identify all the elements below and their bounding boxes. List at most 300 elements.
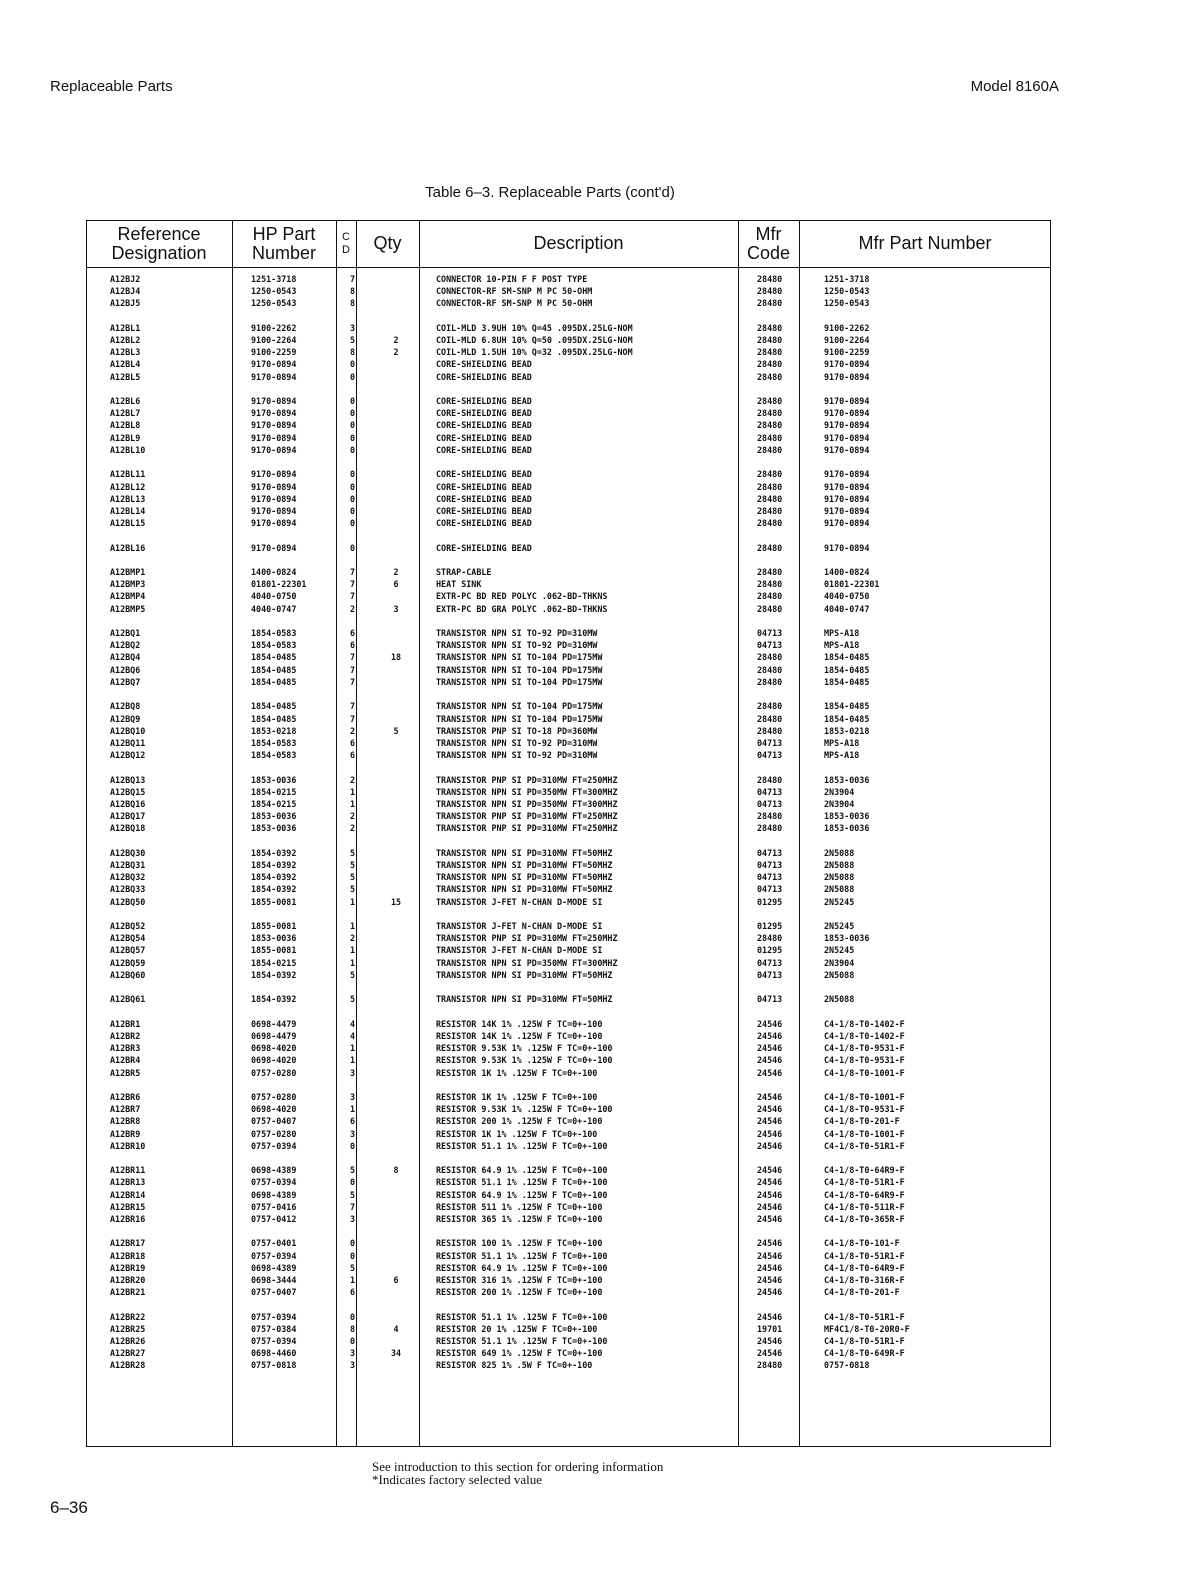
description: COIL-MLD 3.9UH 10% Q=45 .095DX.25LG-NOM bbox=[436, 322, 633, 333]
table-row bbox=[86, 285, 1051, 297]
hp-part-number: 4040-0750 bbox=[251, 591, 297, 602]
hp-part-number: 1854-0485 bbox=[251, 713, 297, 724]
ref-designation: A12BR20 bbox=[110, 1275, 146, 1286]
hp-part-number: 0698-4020 bbox=[251, 1104, 297, 1115]
group-spacer bbox=[86, 1079, 1051, 1091]
table-row bbox=[86, 810, 1051, 822]
cd-digit: 7 bbox=[350, 652, 356, 663]
mfr-part-number: 9170-0894 bbox=[824, 481, 870, 492]
mfr-part-number: 2N5088 bbox=[824, 859, 855, 870]
description: TRANSISTOR NPN SI PD=310MW FT=50MHZ bbox=[436, 847, 613, 858]
mfr-code: 04713 bbox=[757, 628, 783, 639]
cd-digit: 3 bbox=[350, 1213, 356, 1224]
cd-digit: 7 bbox=[350, 591, 356, 602]
mfr-part-number: MPS-A18 bbox=[824, 737, 860, 748]
mfr-code: 24546 bbox=[757, 1104, 783, 1115]
hp-part-number: 1854-0392 bbox=[251, 847, 297, 858]
description: RESISTOR 9.53K 1% .125W F TC=0+-100 bbox=[436, 1104, 613, 1115]
hp-part-number: 9170-0894 bbox=[251, 371, 297, 382]
hp-part-number: 1855-0081 bbox=[251, 896, 297, 907]
ref-designation: A12BL1 bbox=[110, 322, 141, 333]
hp-part-number: 1854-0485 bbox=[251, 701, 297, 712]
hp-part-number: 1855-0081 bbox=[251, 921, 297, 932]
description: CORE-SHIELDING BEAD bbox=[436, 408, 532, 419]
table-row bbox=[86, 1189, 1051, 1201]
page-number: 6–36 bbox=[50, 1498, 88, 1517]
hp-part-number: 0698-4389 bbox=[251, 1165, 297, 1176]
cd-digit: 7 bbox=[350, 701, 356, 712]
mfr-part-number: 9100-2259 bbox=[824, 347, 870, 358]
mfr-part-number: C4-1/8-T0-1402-F bbox=[824, 1030, 905, 1041]
hp-part-number: 0757-0280 bbox=[251, 1067, 297, 1078]
mfr-code: 28480 bbox=[757, 591, 783, 602]
description: RESISTOR 51.1 1% .125W F TC=0+-100 bbox=[436, 1336, 608, 1347]
hp-part-number: 1854-0392 bbox=[251, 884, 297, 895]
ref-designation: A12BQ57 bbox=[110, 945, 146, 956]
hp-part-number: 1855-0081 bbox=[251, 945, 297, 956]
ref-designation: A12BL6 bbox=[110, 396, 141, 407]
table-row bbox=[86, 358, 1051, 370]
cd-digit: 2 bbox=[350, 774, 356, 785]
table-row bbox=[86, 322, 1051, 334]
table-row bbox=[86, 432, 1051, 444]
mfr-part-number: 2N3904 bbox=[824, 798, 855, 809]
description: RESISTOR 51.1 1% .125W F TC=0+-100 bbox=[436, 1177, 608, 1188]
description: RESISTOR 100 1% .125W F TC=0+-100 bbox=[436, 1238, 603, 1249]
ref-designation: A12BQ33 bbox=[110, 884, 146, 895]
mfr-part-number: 9170-0894 bbox=[824, 408, 870, 419]
description: HEAT SINK bbox=[436, 579, 482, 590]
description: TRANSISTOR NPN SI TO-92 PD=310MW bbox=[436, 640, 598, 651]
cd-digit: 5 bbox=[350, 872, 356, 883]
table-row bbox=[86, 822, 1051, 834]
description: TRANSISTOR NPN SI PD=310MW FT=50MHZ bbox=[436, 994, 613, 1005]
mfr-code: 28480 bbox=[757, 713, 783, 724]
hp-part-number: 0698-4479 bbox=[251, 1030, 297, 1041]
mfr-part-number: C4-1/8-T0-51R1-F bbox=[824, 1250, 905, 1261]
mfr-part-number: 1853-0036 bbox=[824, 774, 870, 785]
mfr-code: 28480 bbox=[757, 664, 783, 675]
footnote-ordering: See introduction to this section for ordering information bbox=[372, 1459, 664, 1474]
mfr-code: 04713 bbox=[757, 847, 783, 858]
cd-digit: 0 bbox=[350, 371, 356, 382]
hp-part-number: 0698-4020 bbox=[251, 1055, 297, 1066]
cd-digit: 2 bbox=[350, 823, 356, 834]
mfr-code: 04713 bbox=[757, 798, 783, 809]
hp-part-number: 0757-0412 bbox=[251, 1213, 297, 1224]
mfr-part-number: 9100-2264 bbox=[824, 335, 870, 346]
description: TRANSISTOR NPN SI TO-104 PD=175MW bbox=[436, 664, 603, 675]
mfr-part-number: 9100-2262 bbox=[824, 322, 870, 333]
table-row bbox=[86, 651, 1051, 663]
hp-part-number: 0757-0401 bbox=[251, 1238, 297, 1249]
mfr-part-number: 9170-0894 bbox=[824, 359, 870, 370]
cd-digit: 7 bbox=[350, 1201, 356, 1212]
description: RESISTOR 1K 1% .125W F TC=0+-100 bbox=[436, 1091, 598, 1102]
table-row bbox=[86, 1042, 1051, 1054]
mfr-code: 04713 bbox=[757, 957, 783, 968]
cd-digit: 7 bbox=[350, 274, 356, 284]
hp-part-number: 0757-0280 bbox=[251, 1128, 297, 1139]
hp-part-number: 01801-22301 bbox=[251, 579, 307, 590]
mfr-code: 28480 bbox=[757, 1360, 783, 1371]
table-body bbox=[86, 273, 1051, 1372]
hp-part-number: 9170-0894 bbox=[251, 481, 297, 492]
group-spacer bbox=[86, 981, 1051, 993]
header-reference-designation bbox=[86, 220, 232, 267]
qty: 2 bbox=[393, 567, 399, 578]
hp-part-number: 1854-0392 bbox=[251, 859, 297, 870]
hp-part-number: 1854-0583 bbox=[251, 628, 297, 639]
hp-part-number: 1854-0583 bbox=[251, 737, 297, 748]
ref-designation: A12BQ7 bbox=[110, 676, 141, 687]
hp-part-number: 1853-0036 bbox=[251, 823, 297, 834]
running-header-model: Model 8160A bbox=[970, 78, 1059, 95]
cd-digit: 0 bbox=[350, 432, 356, 443]
table-row bbox=[86, 273, 1051, 285]
table-row bbox=[86, 1054, 1051, 1066]
qty: 6 bbox=[393, 579, 399, 590]
description: TRANSISTOR PNP SI PD=310MW FT=250MHZ bbox=[436, 811, 618, 822]
hp-part-number: 0698-4479 bbox=[251, 1018, 297, 1029]
cd-digit: 0 bbox=[350, 505, 356, 516]
description: RESISTOR 200 1% .125W F TC=0+-100 bbox=[436, 1116, 603, 1127]
cd-digit: 8 bbox=[350, 1323, 356, 1334]
hp-part-number: 1854-0485 bbox=[251, 664, 297, 675]
group-spacer bbox=[86, 1152, 1051, 1164]
table-row bbox=[86, 969, 1051, 981]
table-row bbox=[86, 957, 1051, 969]
ref-designation: A12BR11 bbox=[110, 1165, 146, 1176]
hp-part-number: 1251-3718 bbox=[251, 274, 297, 284]
description: TRANSISTOR NPN SI TO-92 PD=310MW bbox=[436, 750, 598, 761]
ref-designation: A12BR2 bbox=[110, 1030, 141, 1041]
ref-designation: A12BL13 bbox=[110, 493, 146, 504]
mfr-part-number: 1251-3718 bbox=[824, 274, 870, 284]
description: TRANSISTOR J-FET N-CHAN D-MODE SI bbox=[436, 945, 603, 956]
hp-part-number: 0757-0280 bbox=[251, 1091, 297, 1102]
ref-designation: A12BR27 bbox=[110, 1348, 146, 1359]
description: CORE-SHIELDING BEAD bbox=[436, 518, 532, 529]
hp-part-number: 1853-0036 bbox=[251, 774, 297, 785]
ref-designation: A12BJ2 bbox=[110, 274, 141, 284]
ref-designation: A12BR3 bbox=[110, 1043, 141, 1054]
mfr-code: 28480 bbox=[757, 322, 783, 333]
mfr-part-number: C4-1/8-T0-9531-F bbox=[824, 1043, 905, 1054]
mfr-part-number: 4040-0750 bbox=[824, 591, 870, 602]
ref-designation: A12BJ5 bbox=[110, 298, 141, 309]
mfr-code: 28480 bbox=[757, 603, 783, 614]
mfr-part-number: C4-1/8-T0-1001-F bbox=[824, 1067, 905, 1078]
table-row bbox=[86, 1115, 1051, 1127]
hp-part-number: 9170-0894 bbox=[251, 444, 297, 455]
cd-digit: 5 bbox=[350, 1189, 356, 1200]
table-row bbox=[86, 676, 1051, 688]
header-mpn-label: Mfr Part Number bbox=[858, 233, 992, 253]
mfr-part-number: C4-1/8-T0-101-F bbox=[824, 1238, 900, 1249]
mfr-code: 28480 bbox=[757, 676, 783, 687]
ref-designation: A12BQ9 bbox=[110, 713, 141, 724]
mfr-part-number: 1853-0218 bbox=[824, 725, 870, 736]
cd-digit: 1 bbox=[350, 896, 356, 907]
cd-digit: 8 bbox=[350, 347, 356, 358]
cd-digit: 7 bbox=[350, 676, 356, 687]
description: RESISTOR 825 1% .5W F TC=0+-100 bbox=[436, 1360, 593, 1371]
mfr-code: 28480 bbox=[757, 469, 783, 480]
hp-part-number: 1400-0824 bbox=[251, 567, 297, 578]
mfr-code: 28480 bbox=[757, 542, 783, 553]
cd-digit: 6 bbox=[350, 750, 356, 761]
ref-designation: A12BQ2 bbox=[110, 640, 141, 651]
mfr-part-number: 1854-0485 bbox=[824, 652, 870, 663]
hp-part-number: 9100-2259 bbox=[251, 347, 297, 358]
mfr-code: 04713 bbox=[757, 994, 783, 1005]
mfr-part-number: 1250-0543 bbox=[824, 298, 870, 309]
description: CORE-SHIELDING BEAD bbox=[436, 542, 532, 553]
ref-designation: A12BR4 bbox=[110, 1055, 141, 1066]
table-row bbox=[86, 1091, 1051, 1103]
ref-designation: A12BR13 bbox=[110, 1177, 146, 1188]
table-row bbox=[86, 1164, 1051, 1176]
ref-designation: A12BQ54 bbox=[110, 933, 146, 944]
ref-designation: A12BR14 bbox=[110, 1189, 146, 1200]
mfr-part-number: 9170-0894 bbox=[824, 420, 870, 431]
ref-designation: A12BR6 bbox=[110, 1091, 141, 1102]
hp-part-number: 4040-0747 bbox=[251, 603, 297, 614]
cd-digit: 5 bbox=[350, 969, 356, 980]
hp-part-number: 1854-0392 bbox=[251, 994, 297, 1005]
mfr-part-number: 1854-0485 bbox=[824, 701, 870, 712]
ref-designation: A12BQ59 bbox=[110, 957, 146, 968]
table-row bbox=[86, 468, 1051, 480]
ref-designation: A12BR9 bbox=[110, 1128, 141, 1139]
ref-designation: A12BMP4 bbox=[110, 591, 146, 602]
mfr-part-number: MPS-A18 bbox=[824, 640, 860, 651]
table-row bbox=[86, 590, 1051, 602]
cd-digit: 6 bbox=[350, 737, 356, 748]
table-row bbox=[86, 542, 1051, 554]
cd-digit: 1 bbox=[350, 1104, 356, 1115]
table-row bbox=[86, 847, 1051, 859]
description: RESISTOR 316 1% .125W F TC=0+-100 bbox=[436, 1275, 603, 1286]
mfr-part-number: 1853-0036 bbox=[824, 823, 870, 834]
description: TRANSISTOR NPN SI PD=310MW FT=50MHZ bbox=[436, 884, 613, 895]
cd-digit: 3 bbox=[350, 1348, 356, 1359]
hp-part-number: 1853-0218 bbox=[251, 725, 297, 736]
mfr-code: 19701 bbox=[757, 1323, 783, 1334]
mfr-code: 24546 bbox=[757, 1311, 783, 1322]
mfr-part-number: C4-1/8-T0-1402-F bbox=[824, 1018, 905, 1029]
mfr-code: 24546 bbox=[757, 1091, 783, 1102]
ref-designation: A12BQ8 bbox=[110, 701, 141, 712]
table-row bbox=[86, 395, 1051, 407]
qty: 3 bbox=[393, 603, 399, 614]
description: CONNECTOR 10-PIN F F POST TYPE bbox=[436, 274, 588, 284]
hp-part-number: 0757-0394 bbox=[251, 1336, 297, 1347]
table-row bbox=[86, 505, 1051, 517]
header-cd bbox=[336, 220, 356, 267]
mfr-part-number: C4-1/8-T0-64R9-F bbox=[824, 1165, 905, 1176]
table-row bbox=[86, 932, 1051, 944]
mfr-code: 24546 bbox=[757, 1201, 783, 1212]
cd-digit: 0 bbox=[350, 1238, 356, 1249]
hp-part-number: 0757-0394 bbox=[251, 1177, 297, 1188]
mfr-code: 04713 bbox=[757, 640, 783, 651]
parts-table bbox=[86, 220, 1051, 1447]
hp-part-number: 1854-0215 bbox=[251, 786, 297, 797]
table-row bbox=[86, 517, 1051, 529]
cd-digit: 0 bbox=[350, 518, 356, 529]
mfr-part-number: 2N3904 bbox=[824, 957, 855, 968]
mfr-part-number: 1853-0036 bbox=[824, 811, 870, 822]
description: RESISTOR 64.9 1% .125W F TC=0+-100 bbox=[436, 1165, 608, 1176]
cd-digit: 0 bbox=[350, 1177, 356, 1188]
mfr-part-number: 2N5245 bbox=[824, 921, 855, 932]
mfr-part-number: C4-1/8-T0-9531-F bbox=[824, 1104, 905, 1115]
description: RESISTOR 20 1% .125W F TC=0+-100 bbox=[436, 1323, 598, 1334]
description: TRANSISTOR PNP SI TO-18 PD=360MW bbox=[436, 725, 598, 736]
hp-part-number: 1854-0485 bbox=[251, 652, 297, 663]
qty: 15 bbox=[390, 896, 402, 907]
mfr-code: 28480 bbox=[757, 933, 783, 944]
cd-digit: 0 bbox=[350, 359, 356, 370]
mfr-part-number: C4-1/8-T0-1001-F bbox=[824, 1091, 905, 1102]
mfr-code: 24546 bbox=[757, 1336, 783, 1347]
mfr-part-number: 2N5088 bbox=[824, 847, 855, 858]
table-row bbox=[86, 737, 1051, 749]
mfr-code: 24546 bbox=[757, 1018, 783, 1029]
table-row bbox=[86, 371, 1051, 383]
description: CORE-SHIELDING BEAD bbox=[436, 493, 532, 504]
mfr-code: 04713 bbox=[757, 884, 783, 895]
group-spacer bbox=[86, 761, 1051, 773]
cd-digit: 0 bbox=[350, 481, 356, 492]
table-row bbox=[86, 1347, 1051, 1359]
mfr-code: 04713 bbox=[757, 859, 783, 870]
ref-designation: A12BQ12 bbox=[110, 750, 146, 761]
cd-digit: 1 bbox=[350, 945, 356, 956]
mfr-part-number: C4-1/8-T0-51R1-F bbox=[824, 1140, 905, 1151]
description: RESISTOR 9.53K 1% .125W F TC=0+-100 bbox=[436, 1055, 613, 1066]
header-ref-line1: Reference bbox=[117, 223, 201, 244]
table-row bbox=[86, 627, 1051, 639]
table-row bbox=[86, 798, 1051, 810]
table-row bbox=[86, 920, 1051, 932]
cd-digit: 2 bbox=[350, 933, 356, 944]
ref-designation: A12BMP3 bbox=[110, 579, 146, 590]
table-row bbox=[86, 297, 1051, 309]
hp-part-number: 1854-0583 bbox=[251, 640, 297, 651]
ref-designation: A12BR17 bbox=[110, 1238, 146, 1249]
ref-designation: A12BQ52 bbox=[110, 921, 146, 932]
description: TRANSISTOR PNP SI PD=310MW FT=250MHZ bbox=[436, 823, 618, 834]
mfr-code: 24546 bbox=[757, 1067, 783, 1078]
header-ref-line2: Designation bbox=[111, 242, 207, 263]
mfr-part-number: 1853-0036 bbox=[824, 933, 870, 944]
ref-designation: A12BQ10 bbox=[110, 725, 146, 736]
description: CORE-SHIELDING BEAD bbox=[436, 444, 532, 455]
ref-designation: A12BQ1 bbox=[110, 628, 141, 639]
hp-part-number: 9170-0894 bbox=[251, 432, 297, 443]
cd-digit: 5 bbox=[350, 859, 356, 870]
mfr-part-number: MPS-A18 bbox=[824, 750, 860, 761]
cd-digit: 5 bbox=[350, 994, 356, 1005]
mfr-code: 28480 bbox=[757, 493, 783, 504]
group-spacer bbox=[86, 310, 1051, 322]
header-description bbox=[419, 220, 738, 267]
table-row bbox=[86, 774, 1051, 786]
group-spacer bbox=[86, 1005, 1051, 1017]
hp-part-number: 1250-0543 bbox=[251, 298, 297, 309]
ref-designation: A12BL12 bbox=[110, 481, 146, 492]
cd-digit: 1 bbox=[350, 1055, 356, 1066]
table-row bbox=[86, 664, 1051, 676]
ref-designation: A12BQ61 bbox=[110, 994, 146, 1005]
ref-designation: A12BQ15 bbox=[110, 786, 146, 797]
mfr-code: 04713 bbox=[757, 750, 783, 761]
mfr-code: 28480 bbox=[757, 444, 783, 455]
table-row bbox=[86, 725, 1051, 737]
cd-digit: 7 bbox=[350, 713, 356, 724]
table-row bbox=[86, 334, 1051, 346]
ref-designation: A12BL10 bbox=[110, 444, 146, 455]
ref-designation: A12BR5 bbox=[110, 1067, 141, 1078]
mfr-part-number: 01801-22301 bbox=[824, 579, 880, 590]
ref-designation: A12BL5 bbox=[110, 371, 141, 382]
description: EXTR-PC BD GRA POLYC .062-BD-THKNS bbox=[436, 603, 608, 614]
mfr-part-number: C4-1/8-T0-51R1-F bbox=[824, 1311, 905, 1322]
cd-digit: 6 bbox=[350, 1116, 356, 1127]
mfr-code: 04713 bbox=[757, 872, 783, 883]
description: CORE-SHIELDING BEAD bbox=[436, 371, 532, 382]
cd-digit: 0 bbox=[350, 444, 356, 455]
table-row bbox=[86, 944, 1051, 956]
description: RESISTOR 64.9 1% .125W F TC=0+-100 bbox=[436, 1189, 608, 1200]
ref-designation: A12BR18 bbox=[110, 1250, 146, 1261]
footnote bbox=[372, 1460, 663, 1486]
mfr-part-number: C4-1/8-T0-1001-F bbox=[824, 1128, 905, 1139]
ref-designation: A12BL2 bbox=[110, 335, 141, 346]
cd-digit: 4 bbox=[350, 1018, 356, 1029]
table-row bbox=[86, 481, 1051, 493]
hp-part-number: 1854-0392 bbox=[251, 969, 297, 980]
cd-digit: 7 bbox=[350, 567, 356, 578]
description: CORE-SHIELDING BEAD bbox=[436, 481, 532, 492]
mfr-part-number: 1854-0485 bbox=[824, 676, 870, 687]
mfr-code: 24546 bbox=[757, 1250, 783, 1261]
qty: 5 bbox=[393, 725, 399, 736]
mfr-code: 28480 bbox=[757, 347, 783, 358]
mfr-code: 28480 bbox=[757, 371, 783, 382]
ref-designation: A12BQ13 bbox=[110, 774, 146, 785]
description: RESISTOR 1K 1% .125W F TC=0+-100 bbox=[436, 1067, 598, 1078]
ref-designation: A12BQ32 bbox=[110, 872, 146, 883]
description: COIL-MLD 6.8UH 10% Q=50 .095DX.25LG-NOM bbox=[436, 335, 633, 346]
mfr-part-number: C4-1/8-T0-51R1-F bbox=[824, 1336, 905, 1347]
table-row bbox=[86, 883, 1051, 895]
header-description-label: Description bbox=[533, 233, 624, 253]
hp-part-number: 0757-0394 bbox=[251, 1311, 297, 1322]
ref-designation: A12BQ50 bbox=[110, 896, 146, 907]
mfr-part-number: C4-1/8-T0-649R-F bbox=[824, 1348, 905, 1359]
cd-digit: 6 bbox=[350, 628, 356, 639]
header-cd-line2: D bbox=[342, 243, 350, 256]
mfr-part-number: 9170-0894 bbox=[824, 493, 870, 504]
table-row bbox=[86, 1335, 1051, 1347]
hp-part-number: 0757-0384 bbox=[251, 1323, 297, 1334]
table-title: Table 6–3. Replaceable Parts (cont'd) bbox=[425, 184, 675, 201]
table-row bbox=[86, 896, 1051, 908]
